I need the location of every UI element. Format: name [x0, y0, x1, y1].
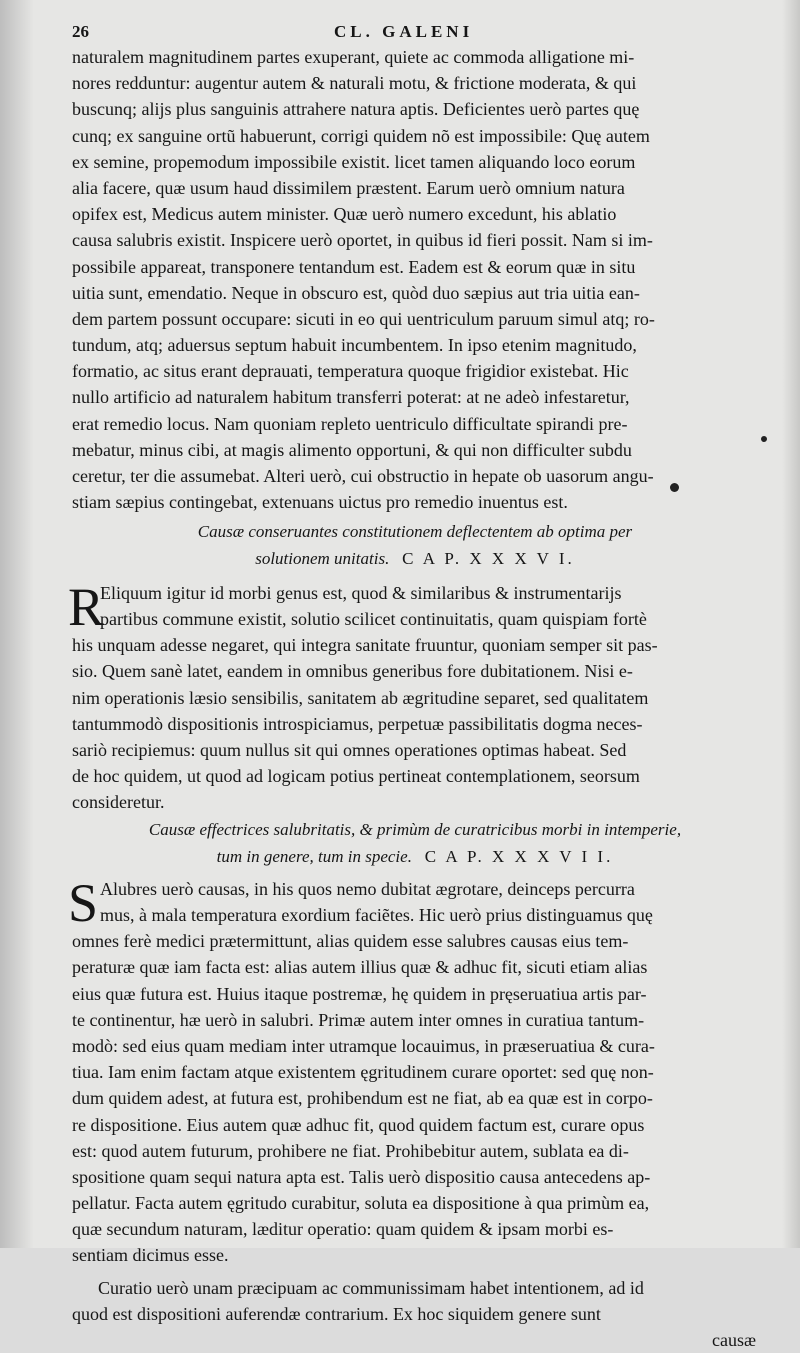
text-line: uitia sunt, emendatio. Neque in obscuro est, quòd duo sæpius aut tria uitia ean- — [72, 282, 640, 303]
text-line: nim operationis læsio sensibilis, sanitatem ab ægritudine separet, sed qualitatem — [72, 687, 649, 708]
text-line: opifex est, Medicus autem minister. Quæ uerò numero excedunt, his ablatio — [72, 204, 617, 225]
text-line: nullo artificio ad naturalem habitum transferri poterat: at ne adeò infestaretur, — [72, 387, 630, 408]
chapter-title-line-2: tum in genere, tum in specie. — [216, 846, 412, 866]
paragraph-continued — [72, 44, 758, 515]
text-line: ceretur, ter die assumebat. Alteri uerò, cui obstructio in hepate ob uasorum angu- — [72, 466, 654, 486]
text-line: formatio, ac situs erant deprauati, temperatura quoque frigidior existebat. Hic — [72, 361, 629, 382]
text-line: cunq; ex sanguine ortũ habuerunt, corrigi quidem nõ est impossibile: Quę autem — [72, 125, 650, 146]
text-line: tundum, atq; aduersus septum habuit incumbentem. In ipso etenim magnitudo, — [72, 335, 637, 356]
chapter-title-line: Causæ effectrices salubritatis, & primùm de curatricibus morbi in intemperie, — [148, 820, 682, 840]
body-text — [68, 44, 758, 1353]
chapter-36-text — [68, 576, 758, 816]
chapter-title-line — [72, 546, 758, 572]
text-line: peraturæ quæ iam facta est: alias autem illius quæ & adhuc fit, sicuti etiam alias — [72, 957, 648, 978]
text-line: sariò recipiemus: quum nullus sit qui omnes operationes optimas habeat. Sed — [72, 739, 627, 760]
running-head: CL. GALENI — [334, 22, 474, 41]
chapter-heading-36 — [72, 519, 758, 571]
text-line: ex semine, propemodum impossibile existit. licet tamen aliquando loco eorum — [72, 151, 636, 172]
chapter-number: C A P. X X X V I I. — [424, 846, 614, 866]
text-line: quod est dispositioni auferendæ contrarium. Ex hoc siquidem genere sunt — [72, 1303, 601, 1324]
text-line: naturalem magnitudinem partes exuperant, quiete ac commoda alligatione mi- — [72, 47, 635, 67]
text-line: tantummodò dispositionis introspiciamus, perpetuæ passibilitatis dogma neces- — [72, 713, 643, 734]
text-line: sio. Quem sanè latet, eandem in omnibus generibus fore dubitationem. Nisi e- — [72, 661, 633, 682]
text-line: dum quidem adest, at futura est, prohibendum est ne fiat, ab ea quæ est in corpo- — [72, 1088, 653, 1109]
chapter-title-line: Causæ conseruantes constitutionem deflectentem ab optima per — [197, 522, 633, 542]
ink-speck — [761, 436, 767, 442]
text-line: possibile appareat, transponere tentandum est. Eadem est & eorum quæ in situ — [72, 256, 636, 277]
text-line: est: quod autem futurum, prohibere ne fiat. Prohibebitur autem, sublata ea di- — [72, 1140, 629, 1161]
catchword: causæ — [712, 1330, 756, 1350]
text-line: alia facere, quæ usum haud dissimilem præstent. Earum uerò omnium natura — [72, 177, 625, 198]
text-line: nores redduntur: augentur autem & naturali motu, & frictione moderata, & qui — [72, 73, 637, 94]
chapter-title-line-2: solutionem unitatis. — [255, 548, 390, 568]
ink-speck — [670, 483, 679, 492]
chapter-title-line — [72, 844, 758, 870]
text-line: spositione quam sequi natura apta est. Talis uerò dispositio causa antecedens ap- — [72, 1166, 651, 1187]
text-line: sentiam dicimus esse. — [72, 1245, 229, 1266]
text-line: pellatur. Facta autem ęgritudo curabitur, soluta ea dispositione à qua primùm ea, — [72, 1193, 650, 1214]
text-line: stiam sæpius contingebat, extenuans uictus pro remedio inuentus est. — [72, 492, 568, 513]
text-line: te continentur, hæ uerò in salubri. Primæ autem inter omnes in curatiua tantum- — [72, 1009, 645, 1030]
text-line: partibus commune existit, solutio scilicet continuitatis, quam quispiam fortè — [100, 608, 647, 629]
text-line: modò: sed eius quam mediam inter utramque locauimus, in præseruatiua & cura- — [72, 1035, 655, 1056]
chapter-heading-37 — [72, 817, 758, 869]
text-line: mus, à mala temperatura exordium faciẽtes. Hic uerò prius distinguamus quę — [100, 905, 653, 925]
chapter-number: C A P. X X X V I. — [402, 548, 575, 568]
drop-capital: S — [68, 872, 99, 933]
chapter-37-text — [68, 872, 758, 1269]
text-line: re dispositione. Eius autem quæ adhuc fit, quod quidem factum est, curare opus — [72, 1114, 645, 1135]
final-paragraph — [72, 1275, 758, 1353]
text-line: buscunq; alijs plus sanguinis attrahere natura aptis. Deficientes uerò partes quę — [72, 99, 640, 120]
text-line: mebatur, minus cibi, at magis alimento opportuni, & qui non difficulter subdu — [72, 439, 632, 460]
text-line: his unquam adesse negaret, qui integra sanitate fruuntur, quoniam semper sit pas- — [72, 635, 658, 656]
text-line: omnes ferè medici prætermittunt, alias quidem esse salubres causas eius tem- — [72, 931, 629, 952]
page-number: 26 — [72, 22, 89, 41]
text-line: Curatio uerò unam præcipuam ac communissimam habet intentionem, ad id — [98, 1277, 644, 1298]
text-line: tiua. Iam enim factam atque existentem ęgritudinem curare oportet: sed quę non- — [72, 1062, 654, 1083]
text-line: causa salubris existit. Inspicere uerò oportet, in quibus id fieri possit. Nam si im- — [72, 230, 653, 251]
text-line: consideretur. — [72, 792, 165, 813]
text-line-content: Alubres uerò causas, in his quos nemo dubitat ægrotare, deinceps percurra — [100, 878, 635, 899]
text-line: quæ secundum naturam, læditur operatio: quam quidem & ipsam morbi es- — [72, 1219, 614, 1240]
text-line: dem partem possunt occupare: sicuti in eo qui uentriculum paruum simul atq; ro- — [72, 308, 655, 329]
text-line: erat remedio locus. Nam quoniam repleto uentriculo difficultate spirandi pre- — [72, 413, 628, 434]
text-line: de hoc quidem, ut quod ad logicam potius pertineat contemplationem, seorsum — [72, 766, 640, 787]
drop-capital: R — [68, 576, 105, 637]
text-line-content: Eliquum igitur id morbi genus est, quod & similaribus & instrumentarijs — [100, 582, 622, 603]
text-line: eius quæ futura est. Huius itaque postremæ, hę quidem in pręseruatiua artis par- — [72, 983, 647, 1004]
